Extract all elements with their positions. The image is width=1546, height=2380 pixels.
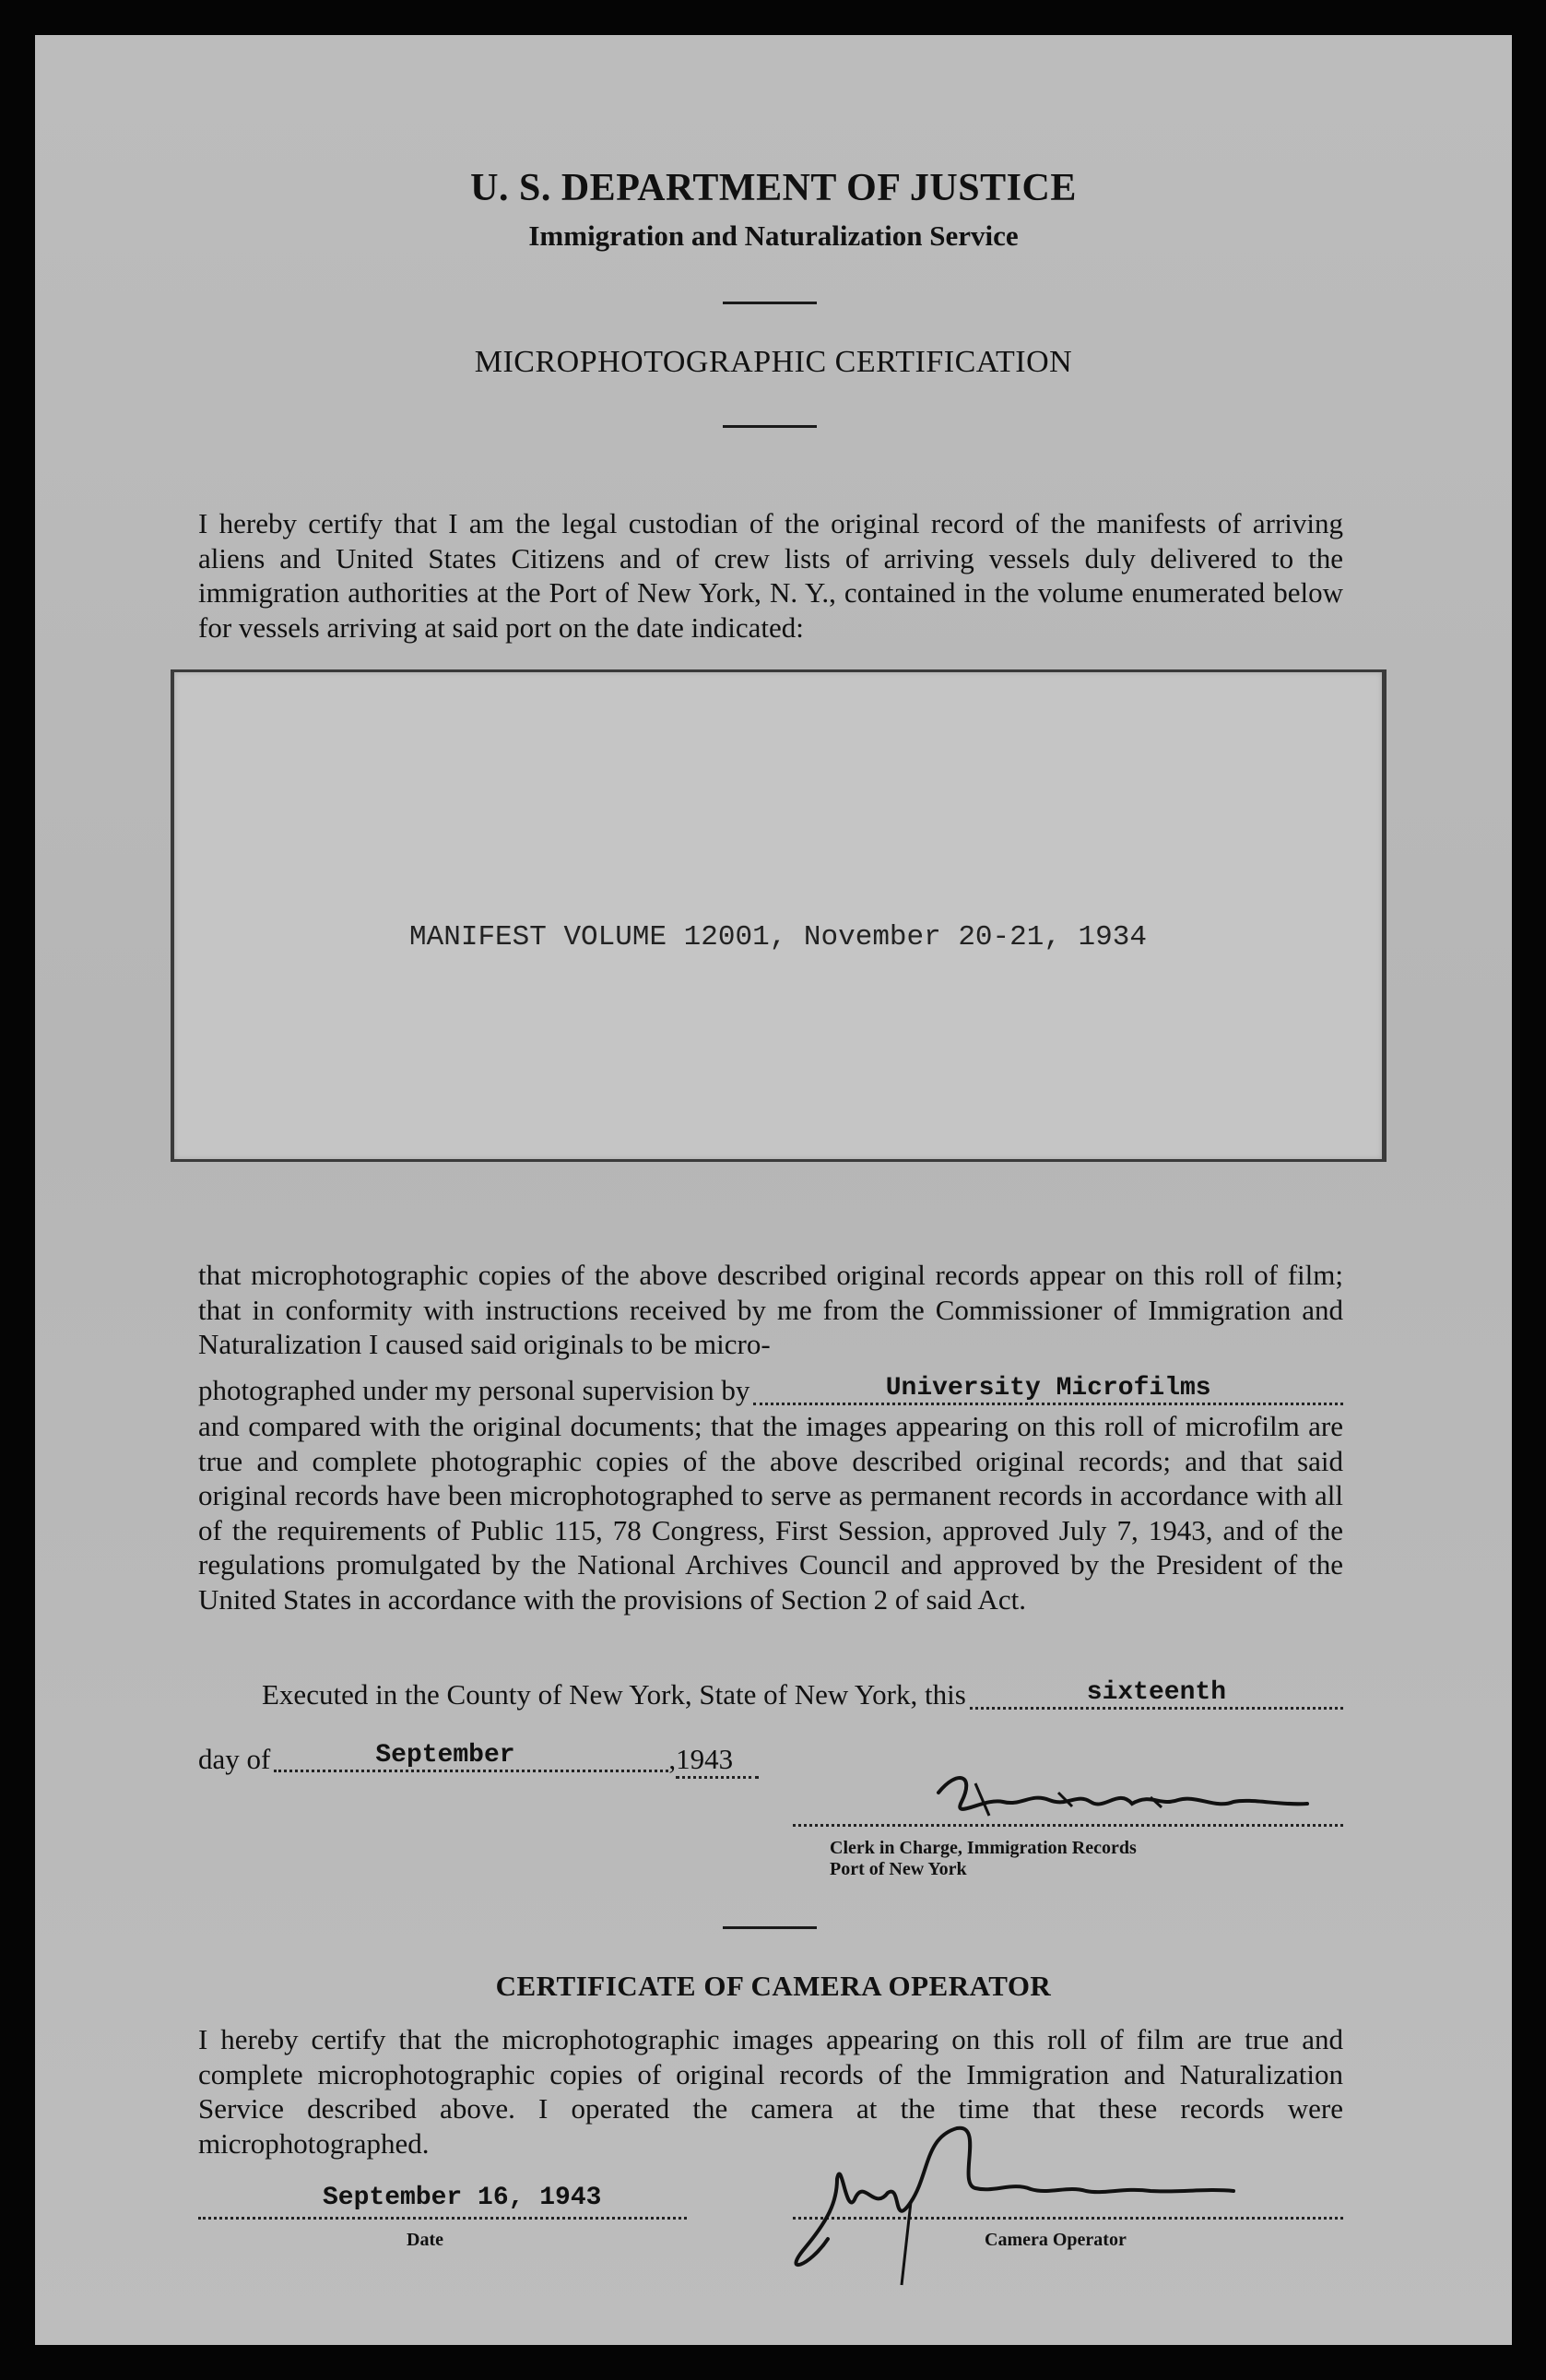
day-field [970,1673,1343,1710]
certification-title: MICROPHOTOGRAPHIC CERTIFICATION [474,345,1073,379]
department-heading: U. S. DEPARTMENT OF JUSTICE [470,167,1077,209]
service-subheading: Immigration and Naturalization Service [528,219,1019,252]
clerk-title-line1: Clerk in Charge, Immigration Records [830,1838,1137,1858]
divider [723,425,817,428]
manifest-volume-text: MANIFEST VOLUME 12001, November 20-21, 1934 [409,921,1147,953]
day-of-label: day of [198,1743,271,1775]
body-paragraph-start: that microphotographic copies of the above described original records appear on this roll of film; that in conformity with instructions received by me from the Commissioner of Immigration and Naturalization I caused said originals to be micro- [198,1259,1343,1360]
month-field [274,1735,668,1772]
date-value: September 16, 1943 [323,2184,602,2212]
divider [723,302,817,304]
executed-line [262,1678,1343,1715]
intro-paragraph: I hereby certify that I am the legal custodian of the original record of the manifests of arriving aliens and United States Citizens and of crew lists of arriving vessels duly delivered to the immigration authorities at the Port of New York, N. Y., contained in the volume enumerated below for vessels arriving at said port on the date indicated: [198,507,1343,644]
date-line [198,2217,687,2220]
supervision-prefix: photographed under my personal supervision by [198,1374,750,1406]
year-field [676,1743,759,1779]
executed-prefix: Executed in the County of New York, State of New York, this [262,1678,966,1711]
month-value: September [375,1741,515,1770]
day-value: sixteenth [1086,1678,1226,1707]
date-label: Date [407,2230,443,2250]
supervision-line [198,1374,1343,1411]
camera-operator-label: Camera Operator [985,2230,1127,2250]
manifest-box [171,669,1387,1162]
supervisor-value: University Microfilms [885,1374,1211,1403]
divider [723,1926,817,1929]
certificate-page [35,35,1512,2345]
month-line: day of September , 1943 [198,1743,862,1780]
year-value: 1943 [676,1743,734,1775]
operator-signature [773,2101,1233,2290]
operator-paragraph: I hereby certify that the microphotographic images appearing on this roll of film are true and complete microphotographic copies of original records of the Immigration and Naturalization Service described above. I operated the camera at the time that these records were microphotographed. [198,2023,1343,2160]
body-paragraph-rest: and compared with the original documents; that the images appearing on this roll of microfilm are true and complete photographic copies of the above described original records; and that said original records have been microphotographed to serve as permanent records in accordance with all of the requirements of Public 115, 78 Congress, First Session, approved July 7, 1943, and of the regulations promulgated by the National Archives Council and approved by the President of the United States in accordance with the provisions of Section 2 of said Act. [198,1410,1343,1616]
operator-section-title: CERTIFICATE OF CAMERA OPERATOR [495,1970,1052,2002]
clerk-signature [920,1765,1307,1843]
clerk-title-line2: Port of New York [830,1859,967,1879]
supervisor-field [753,1368,1343,1405]
